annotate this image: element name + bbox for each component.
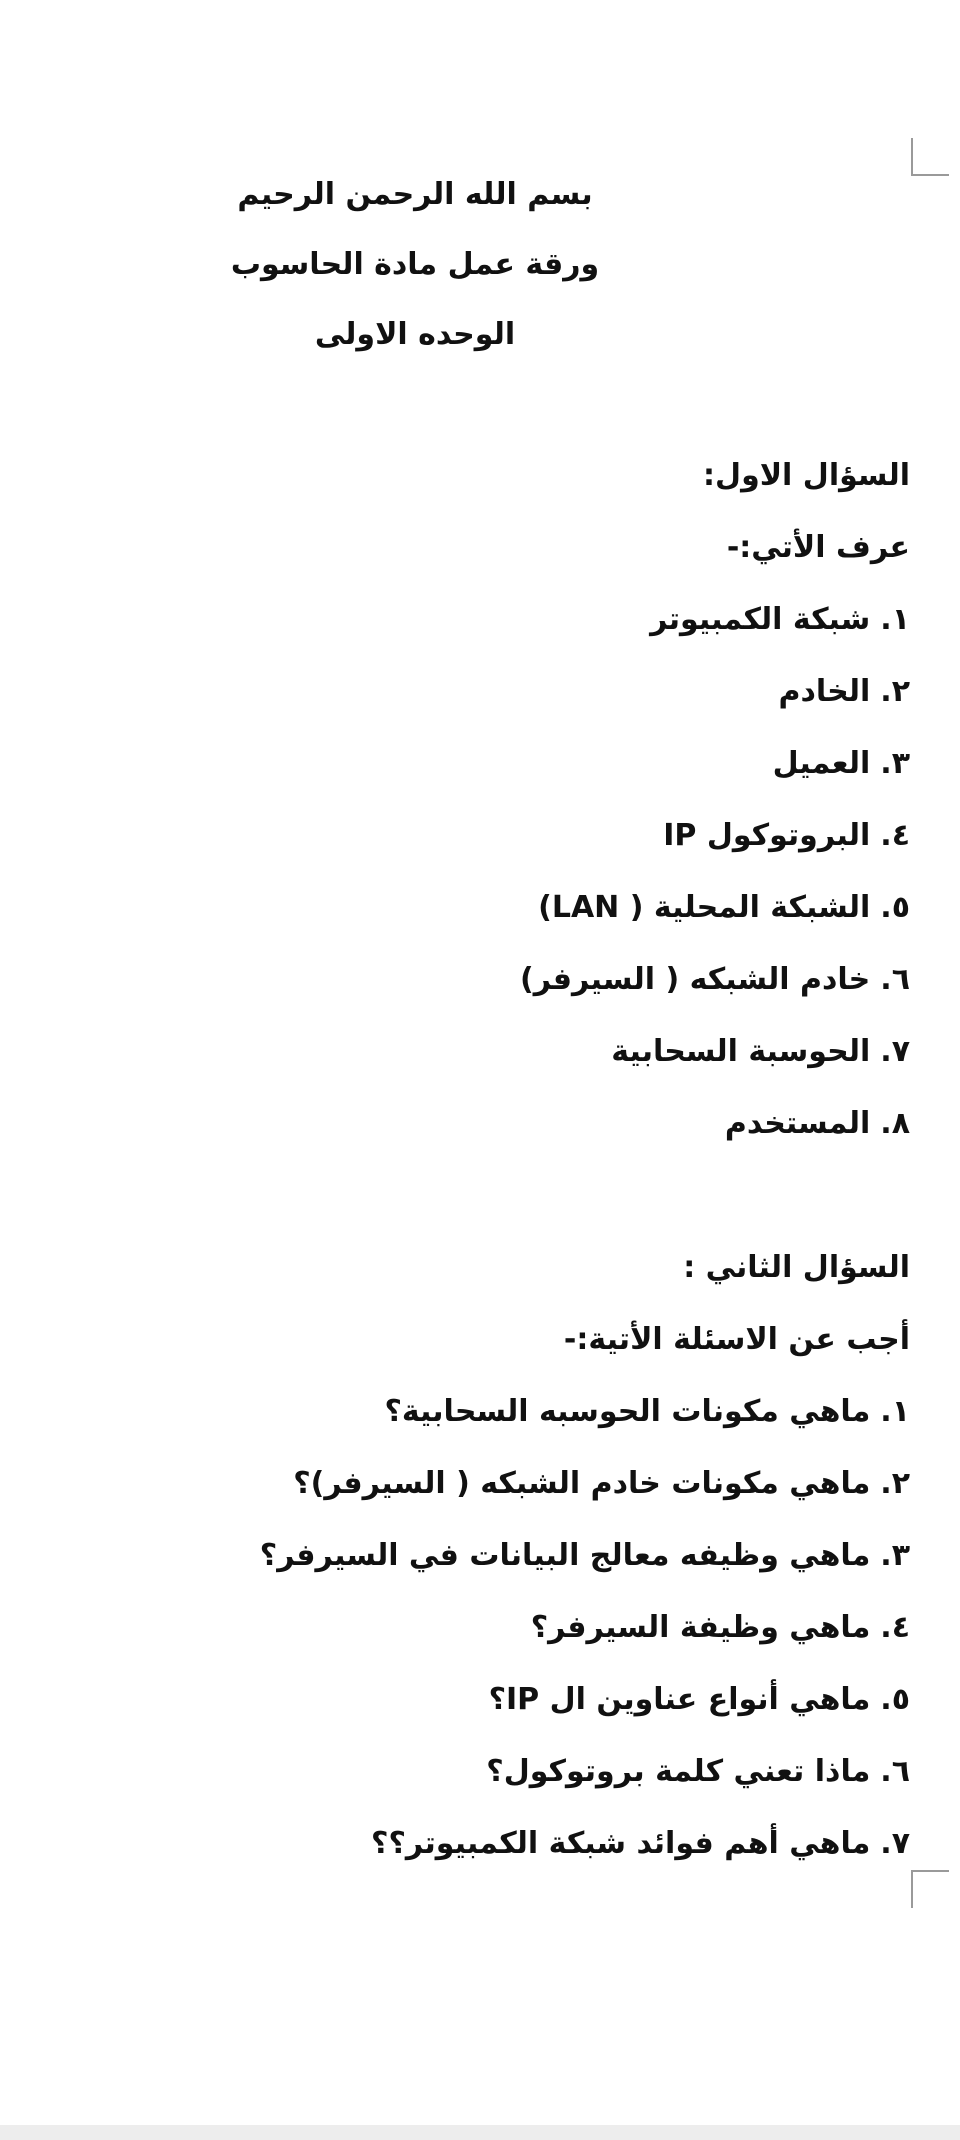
item-text: ماهي أهم فوائد شبكة الكمبيوتر؟؟ (371, 1826, 871, 1861)
list-item (350, 1088, 910, 1160)
list-item (350, 1808, 910, 1880)
item-text: المستخدم (724, 1106, 871, 1141)
item-number: ٦. (880, 962, 910, 997)
item-number: ٨. (880, 1106, 910, 1141)
item-text: ماهي وظيفه معالج البيانات في السيرفر؟ (259, 1538, 871, 1573)
item-text: ماهي أنواع عناوين ال IP؟ (488, 1682, 871, 1717)
list-item (350, 728, 910, 800)
list-item (293, 1448, 910, 1520)
item-number: ٣. (880, 1538, 910, 1573)
item-number: ٤. (880, 1610, 910, 1645)
list-item (350, 872, 910, 944)
list-item (350, 1664, 910, 1736)
item-number: ٥. (880, 890, 910, 925)
list-item (350, 1016, 910, 1088)
question-one-section (350, 440, 910, 1160)
worksheet-title: ورقة عمل مادة الحاسوب (230, 247, 600, 282)
item-text: البروتوكول IP (663, 818, 871, 853)
question-two-title: السؤال الثاني : (683, 1250, 910, 1285)
question-one-instruction: عرف الأتي:- (726, 530, 910, 565)
item-number: ١. (880, 1394, 910, 1429)
list-item (350, 944, 910, 1016)
item-number: ٧. (880, 1826, 910, 1861)
item-number: ٣. (880, 746, 910, 781)
item-text: الخادم (778, 674, 871, 709)
list-item (350, 1592, 910, 1664)
item-text: الحوسبة السحابية (611, 1034, 871, 1069)
list-item (350, 584, 910, 656)
list-item (350, 1376, 910, 1448)
question-two-section (259, 1232, 910, 1880)
item-number: ٢. (880, 674, 910, 709)
list-item (259, 1520, 910, 1592)
bottom-crop-mark (911, 1870, 949, 1908)
item-text: العميل (772, 746, 871, 781)
list-item (350, 656, 910, 728)
item-text: خادم الشبكه ( السيرفر) (520, 962, 871, 997)
list-item (350, 800, 910, 872)
unit-title: الوحده الاولى (314, 317, 516, 352)
question-one-title: السؤال الاول: (703, 458, 910, 493)
item-number: ٤. (880, 818, 910, 853)
item-number: ٥. (880, 1682, 910, 1717)
item-number: ٦. (880, 1754, 910, 1789)
item-number: ٧. (880, 1034, 910, 1069)
document-heading (210, 165, 620, 375)
item-text: ماذا تعني كلمة بروتوكول؟ (486, 1754, 871, 1789)
list-item (350, 1736, 910, 1808)
item-text: ماهي وظيفة السيرفر؟ (530, 1610, 871, 1645)
item-text: الشبكة المحلية ( LAN) (538, 890, 871, 925)
top-crop-mark (911, 138, 949, 176)
item-text: ماهي مكونات الحوسبه السحابية؟ (384, 1394, 871, 1429)
item-number: ١. (880, 602, 910, 637)
item-text: شبكة الكمبيوتر (650, 602, 871, 637)
bottom-scroll-bar (0, 2125, 960, 2140)
item-text: ماهي مكونات خادم الشبكه ( السيرفر)؟ (293, 1466, 871, 1501)
question-two-instruction: أجب عن الاسئلة الأتية:- (563, 1322, 910, 1357)
basmala-line: بسم الله الرحمن الرحيم (237, 177, 593, 212)
item-number: ٢. (880, 1466, 910, 1501)
